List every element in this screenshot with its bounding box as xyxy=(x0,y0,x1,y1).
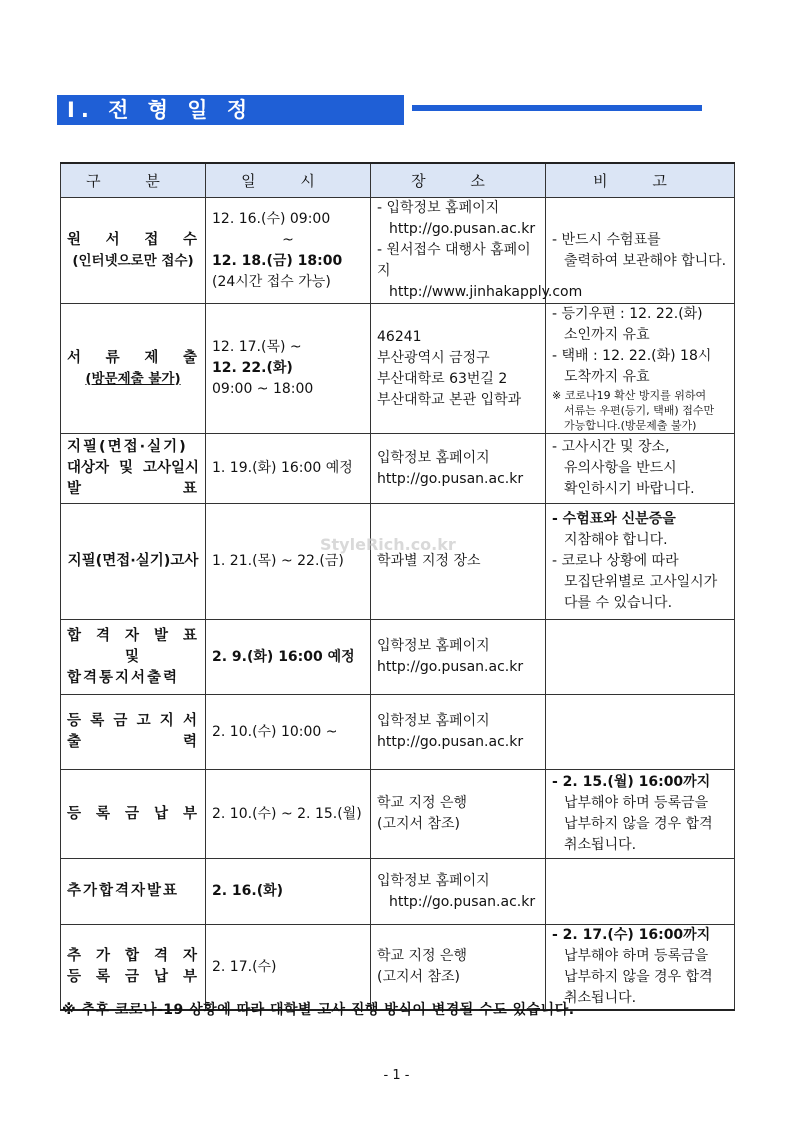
row-category xyxy=(61,620,206,695)
category-line: 서 류 제 출 xyxy=(67,349,199,366)
category-line: 지필(면접·실기) xyxy=(67,439,188,455)
header-date: 일 시 xyxy=(206,163,371,198)
category-line: 원 서 접 수 xyxy=(67,231,199,248)
row-category xyxy=(61,859,206,925)
note-line: 도착까지 유효 xyxy=(564,369,650,385)
header-place: 장 소 xyxy=(371,163,546,198)
note-line: 납부해야 하며 등록금을 xyxy=(564,948,709,964)
note-line: - 코로나 상황에 따라 xyxy=(552,553,679,569)
table-row xyxy=(61,925,735,1011)
place-line: 부산대학로 63번길 2 xyxy=(377,370,508,387)
note-line: - 등기우편 : 12. 22.(화) xyxy=(552,306,703,322)
table-row xyxy=(61,695,735,770)
category-line: 발 표 xyxy=(67,481,199,497)
table-row xyxy=(61,770,735,859)
section-title: Ⅰ. 전 형 일 정 xyxy=(57,95,404,125)
place-line: 46241 xyxy=(377,328,422,345)
category-line: 합 격 자 발 표 xyxy=(67,627,199,644)
table-row xyxy=(61,620,735,695)
place-line: 부산대학교 본관 입학과 xyxy=(377,391,522,408)
row-date xyxy=(206,434,371,504)
row-place xyxy=(371,198,583,304)
row-category xyxy=(61,198,206,304)
date-line: (24시간 접수 가능) xyxy=(212,273,331,290)
date-line: 2. 9.(화) 16:00 예정 xyxy=(212,648,355,665)
note-line: - 2. 17.(수) 16:00까지 xyxy=(552,927,711,943)
row-note xyxy=(546,859,735,925)
row-date xyxy=(206,198,371,304)
place-line: 학교 지정 은행 xyxy=(377,948,468,964)
date-line: 2. 16.(화) xyxy=(212,883,284,899)
note-line: 소인까지 유효 xyxy=(564,327,650,343)
row-place xyxy=(371,859,546,925)
row-date xyxy=(206,620,371,695)
note-line: - 고사시간 및 장소, xyxy=(552,439,670,455)
row-place xyxy=(371,695,546,770)
place-line: (고지서 참조) xyxy=(377,816,460,832)
place-line: 입학정보 홈페이지 xyxy=(377,872,490,889)
category-line: 및 xyxy=(124,648,141,665)
row-note xyxy=(546,925,735,1011)
table-header-row xyxy=(61,163,735,198)
table-row xyxy=(61,504,735,620)
place-link[interactable]: http://www.jinhakapply.com xyxy=(389,284,583,300)
row-category xyxy=(61,695,206,770)
category-line: 등 록 금 납 부 xyxy=(67,969,199,985)
category-line: 합격통지서출력 xyxy=(67,669,180,686)
row-place xyxy=(371,304,546,434)
category-line: 추가합격자발표 xyxy=(67,883,180,899)
place-link[interactable]: http://go.pusan.ac.kr xyxy=(389,893,536,910)
note-line: 납부하지 않을 경우 합격 xyxy=(564,816,713,832)
table-row xyxy=(61,198,735,304)
row-note xyxy=(546,620,735,695)
place-line: - 입학정보 홈페이지 xyxy=(377,200,500,216)
row-date xyxy=(206,504,371,620)
table-row xyxy=(61,434,735,504)
category-line: 출 력 xyxy=(67,734,199,750)
table-row xyxy=(61,859,735,925)
row-date xyxy=(206,859,371,925)
note-line: - 택배 : 12. 22.(화) 18시 xyxy=(552,348,712,364)
table-row xyxy=(61,304,735,434)
schedule-table xyxy=(60,162,735,1011)
row-date xyxy=(206,925,371,1011)
place-line: 부산광역시 금정구 xyxy=(377,349,490,366)
note-line: 납부하지 않을 경우 합격 xyxy=(564,969,713,985)
place-link[interactable]: http://go.pusan.ac.kr xyxy=(377,659,524,675)
header-note: 비 고 xyxy=(546,163,735,198)
footnote: ※ 추후 코로나-19 상황에 따라 대학별 고사 진행 방식이 변경될 수도 있습니다. xyxy=(62,1002,575,1018)
note-line: 납부해야 하며 등록금을 xyxy=(564,795,709,811)
note-line: ※ 코로나19 확산 방지를 위하여 xyxy=(552,389,707,402)
note-line: 유의사항을 반드시 xyxy=(564,460,677,476)
row-note xyxy=(546,770,735,859)
row-place xyxy=(371,504,546,620)
note-line: 모집단위별로 고사일시가 xyxy=(564,574,718,590)
place-line: 입학정보 홈페이지 xyxy=(377,713,490,729)
header-category: 구 분 xyxy=(61,163,206,198)
row-place xyxy=(371,925,546,1011)
note-line: 취소됩니다. xyxy=(564,837,637,853)
category-line: 추 가 합 격 자 xyxy=(67,948,199,964)
note-line: 가능합니다.(방문제출 불가) xyxy=(564,419,697,432)
category-line: 지필(면접·실기)고사 xyxy=(67,553,199,569)
row-category xyxy=(61,434,206,504)
row-place xyxy=(371,434,546,504)
row-place xyxy=(371,770,546,859)
place-line: 입학정보 홈페이지 xyxy=(377,449,490,466)
category-line: (방문제출 불가) xyxy=(85,370,181,387)
row-note xyxy=(546,304,735,434)
note-line: - 수험표와 신분증을 xyxy=(552,511,676,527)
date-line: 2. 17.(수) xyxy=(212,958,277,975)
row-date xyxy=(206,770,371,859)
title-divider xyxy=(412,105,702,111)
row-date xyxy=(206,304,371,434)
category-line: 등 록 금 납 부 xyxy=(67,805,199,822)
row-category xyxy=(61,770,206,859)
date-line: 12. 17.(목) ~ xyxy=(212,339,302,355)
date-line: 12. 18.(금) 18:00 xyxy=(212,252,343,269)
note-line: 지참해야 합니다. xyxy=(564,532,668,548)
note-line: 다를 수 있습니다. xyxy=(564,595,673,611)
place-line: 학과별 지정 장소 xyxy=(377,553,481,569)
date-line: ~ xyxy=(282,231,294,248)
place-line: - 원서접수 대행사 홈페이지 xyxy=(377,242,531,279)
watermark: StyleRich.co.kr xyxy=(320,535,456,554)
category-line: (인터넷으로만 접수) xyxy=(72,252,194,269)
date-line: 1. 19.(화) 16:00 예정 xyxy=(212,460,353,476)
note-line: - 2. 15.(월) 16:00까지 xyxy=(552,774,711,790)
page-number: - 1 - xyxy=(383,1068,410,1083)
category-line: 등 록 금 고 지 서 xyxy=(67,713,199,729)
date-line: 12. 22.(화) xyxy=(212,360,293,376)
place-line: (고지서 참조) xyxy=(377,969,460,985)
place-link[interactable]: http://go.pusan.ac.kr xyxy=(377,470,524,487)
date-line: 12. 16.(수) 09:00 xyxy=(212,210,331,227)
note-line: - 반드시 수험표를 xyxy=(552,231,661,248)
note-line: 출력하여 보관해야 합니다. xyxy=(564,252,727,269)
place-line: 입학정보 홈페이지 xyxy=(377,638,490,654)
note-line: 서류는 우편(등기, 택배) 접수만 xyxy=(564,404,715,417)
note-line: 취소됩니다. xyxy=(564,990,637,1006)
row-note xyxy=(546,504,735,620)
place-link[interactable]: http://go.pusan.ac.kr xyxy=(389,221,536,237)
row-category xyxy=(61,304,206,434)
place-line: 학교 지정 은행 xyxy=(377,795,468,811)
place-link[interactable]: http://go.pusan.ac.kr xyxy=(377,734,524,750)
date-line: 2. 10.(수) ~ 2. 15.(월) xyxy=(212,805,362,822)
row-date xyxy=(206,695,371,770)
date-line: 09:00 ~ 18:00 xyxy=(212,381,314,397)
date-line: 2. 10.(수) 10:00 ~ xyxy=(212,723,338,740)
row-category xyxy=(61,925,206,1011)
category-line: 대상자 및 고사일시 xyxy=(67,460,199,476)
row-note xyxy=(546,695,735,770)
row-place xyxy=(371,620,546,695)
note-line: 확인하시기 바랍니다. xyxy=(564,481,695,497)
row-category xyxy=(61,504,206,620)
date-line: 1. 21.(목) ~ 22.(금) xyxy=(212,553,344,569)
row-note xyxy=(546,434,735,504)
